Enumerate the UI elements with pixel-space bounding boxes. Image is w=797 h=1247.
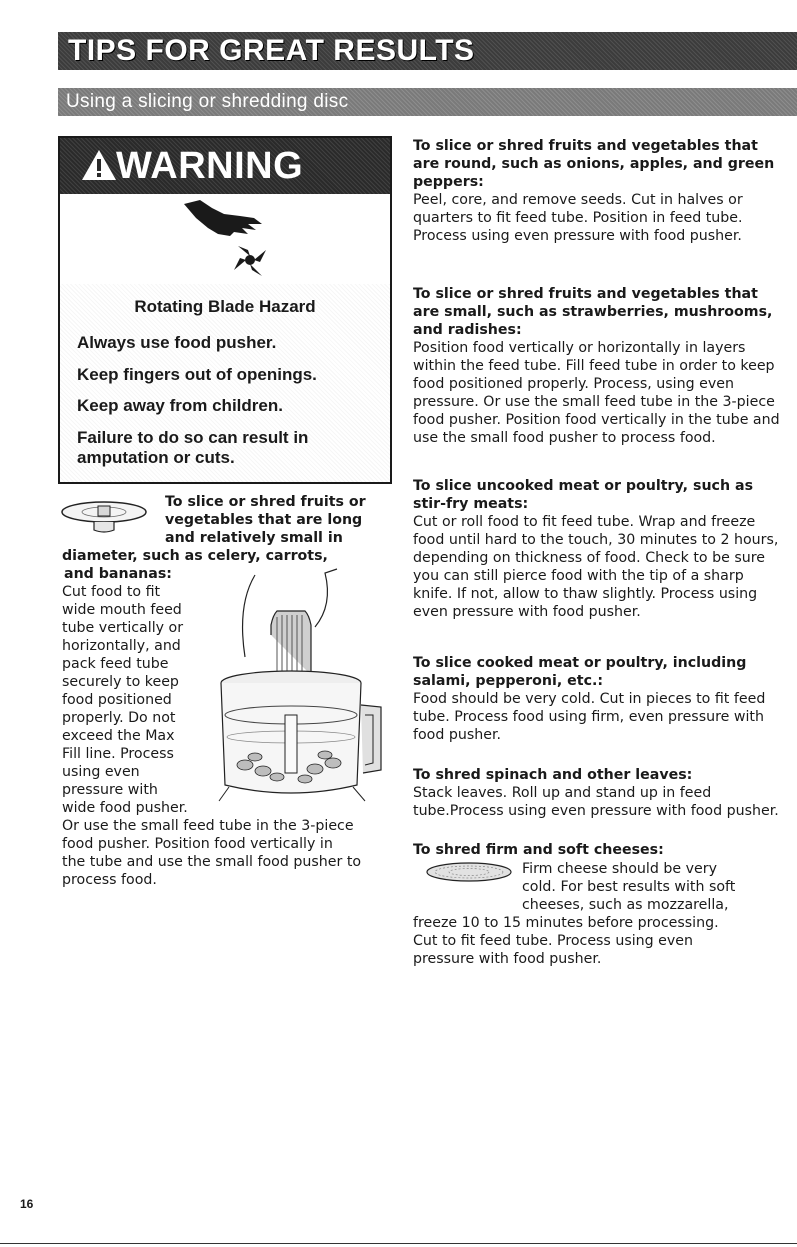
section-heading-line: and relatively small in — [165, 530, 343, 546]
body-line: process food. — [62, 872, 157, 888]
warning-line: Keep away from children. — [77, 396, 283, 415]
body-line: securely to keep — [62, 674, 179, 690]
tip-heading: To slice cooked meat or poultry, including salami, pepperoni, etc.: — [413, 655, 747, 689]
section-title: Using a slicing or shredding disc — [66, 91, 349, 112]
section-heading-line: and bananas: — [64, 566, 172, 582]
body-line: cheeses, such as mozzarella, — [522, 897, 729, 913]
title-banner — [58, 32, 797, 70]
section-heading-line: vegetables that are long — [165, 512, 363, 528]
body-line: food positioned — [62, 692, 172, 708]
tip-heading: To slice or shred fruits and vegetables that are round, such as onions, apples, and green peppers: — [413, 138, 775, 190]
warning-box — [58, 136, 392, 484]
tip-heading: To shred spinach and other leaves: — [413, 767, 693, 783]
body-line: pressure with food pusher. — [413, 951, 602, 967]
tip-heading: To shred firm and soft cheeses: — [413, 842, 664, 858]
slicing-disc-icon — [58, 500, 150, 534]
body-line: Cut to fit feed tube. Process using even — [413, 933, 694, 949]
tip-small-produce — [413, 285, 783, 447]
tip-body: Cut or roll food to fit feed tube. Wrap and freeze food until hard to the touch, 30 minutes to 2 hours, depending on thickness of food. Check to be sure you can still pierce food with the tip of a sharp knife. If not, allow to thaw slightly. Process using even pressure with food pusher. — [413, 514, 779, 620]
tip-body: Position food vertically or horizontally in layers within the feed tube. Fill feed tube in order to keep food positioned properly. Process, using even pressure. Or use the small feed tube in the 3-piece food pusher. Position food vertically in the tube and use the small food pusher to process food. — [413, 340, 780, 446]
warning-triangle-icon — [80, 148, 118, 182]
footer-rule — [0, 1243, 797, 1244]
hand-blade-icon — [178, 200, 278, 282]
tip-round-produce — [413, 137, 783, 245]
tip-leaves — [413, 766, 783, 820]
tip-body: Stack leaves. Roll up and stand up in feed tube.Process using even pressure with food pusher. — [413, 785, 779, 819]
page-number: 16 — [20, 1197, 34, 1211]
body-line: pack feed tube — [62, 656, 169, 672]
body-line: wide food pusher. — [62, 800, 188, 816]
body-line: tube vertically or — [62, 620, 184, 636]
section-heading-line: diameter, such as celery, carrots, — [62, 548, 328, 564]
body-line: food pusher. Position food vertically in — [62, 836, 333, 852]
body-line: pressure with — [62, 782, 158, 798]
body-line: cold. For best results with soft — [522, 879, 736, 895]
body-line: exceed the Max — [62, 728, 175, 744]
tip-body: Food should be very cold. Cut in pieces to fit feed tube. Process food using firm, even pressure with food pusher. — [413, 691, 766, 743]
body-line: wide mouth feed — [62, 602, 182, 618]
body-line: horizontally, and — [62, 638, 181, 654]
warning-title: WARNING — [116, 145, 304, 187]
page-title: TIPS FOR GREAT RESULTS — [68, 34, 475, 67]
tip-cooked-meat — [413, 654, 783, 744]
body-line: using even — [62, 764, 140, 780]
tip-body: Peel, core, and remove seeds. Cut in halves or quarters to fit feed tube. Position in feed tube. Process using even pressure with food pusher. — [413, 192, 743, 244]
tip-uncooked-meat — [413, 477, 783, 621]
hazard-title: Rotating Blade Hazard — [134, 297, 316, 316]
tip-heading: To slice uncooked meat or poultry, such as stir-fry meats: — [413, 478, 754, 512]
warning-line: Failure to do so can result in — [77, 428, 309, 447]
tip-heading: To slice or shred fruits and vegetables that are small, such as strawberries, mushrooms, and radishes: — [413, 286, 773, 338]
warning-line: Always use food pusher. — [77, 333, 277, 352]
body-line: Fill line. Process — [62, 746, 174, 762]
body-line: Or use the small feed tube in the 3-piece — [62, 818, 354, 834]
body-line: properly. Do not — [62, 710, 176, 726]
warning-body — [60, 284, 390, 482]
body-line: Firm cheese should be very — [522, 861, 717, 877]
shredding-disc-icon — [424, 862, 514, 884]
warning-line: amputation or cuts. — [77, 448, 235, 467]
section-banner — [58, 88, 797, 116]
warning-header — [60, 138, 390, 194]
section-heading-line: To slice or shred fruits or — [165, 494, 366, 510]
body-line: Cut food to fit — [62, 584, 161, 600]
body-line: freeze 10 to 15 minutes before processing. — [413, 915, 719, 931]
warning-line: Keep fingers out of openings. — [77, 365, 317, 384]
food-processor-illustration — [215, 565, 390, 805]
body-line: the tube and use the small food pusher to — [62, 854, 362, 870]
